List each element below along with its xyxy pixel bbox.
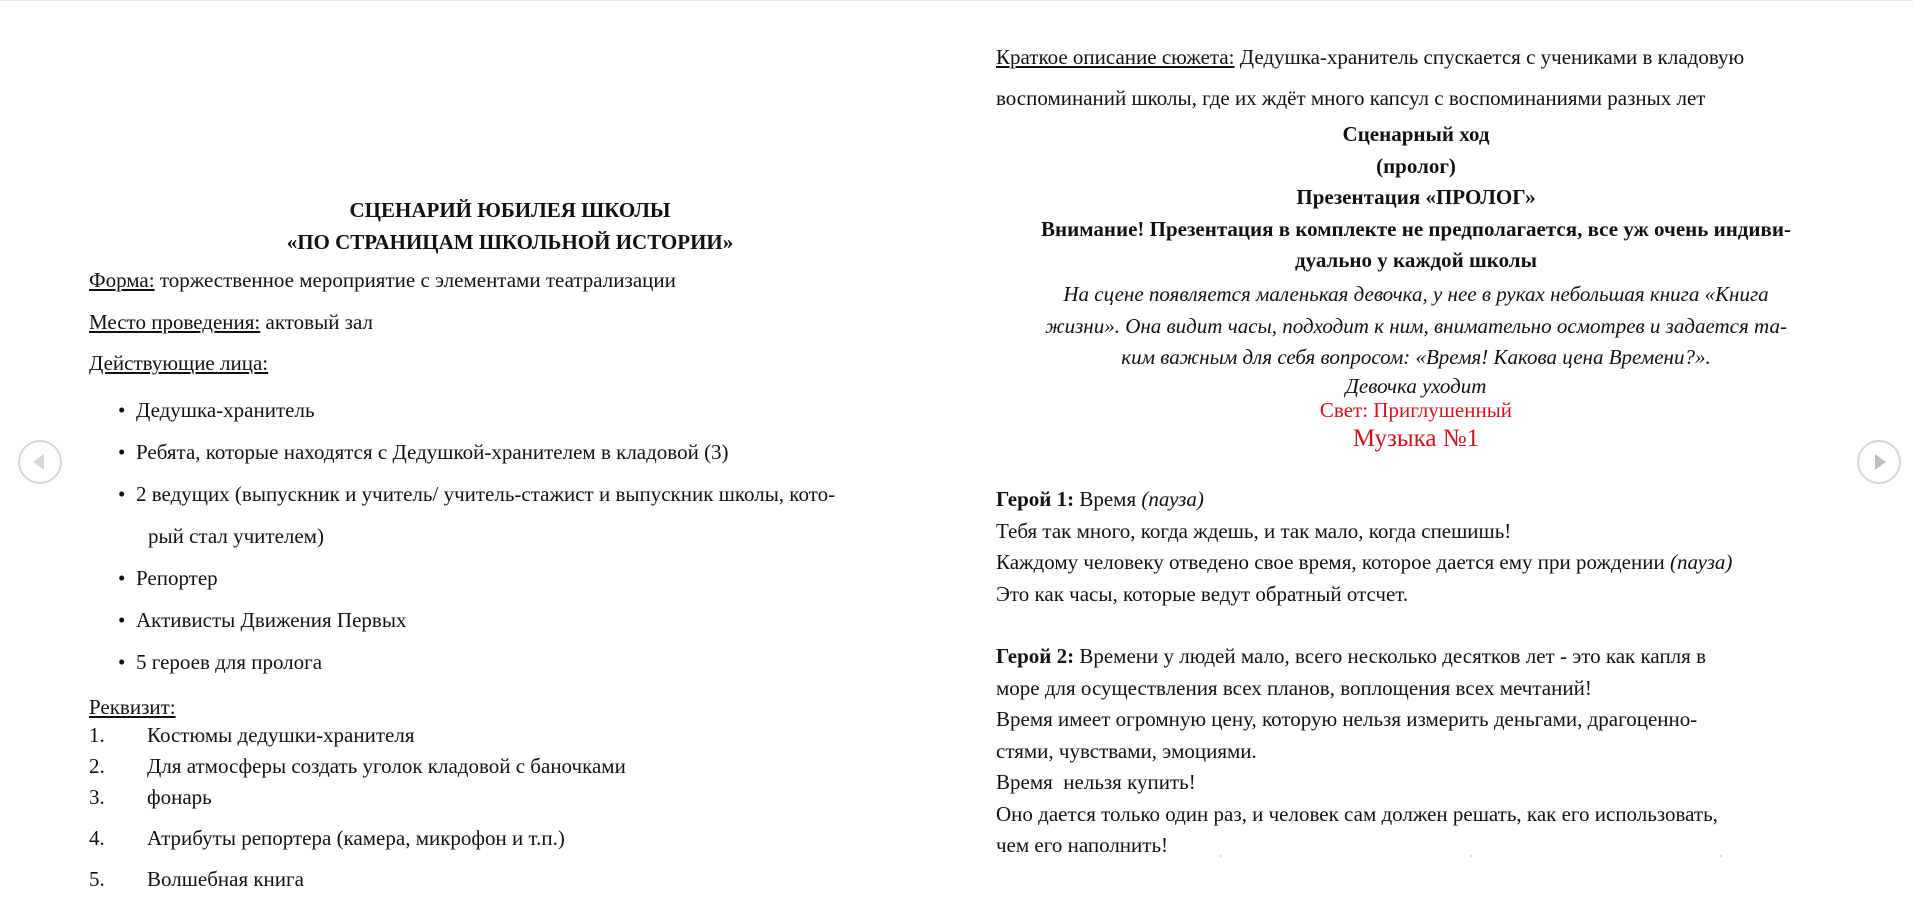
list-item [118, 431, 938, 473]
music-cue: Музыка №1 [1352, 425, 1480, 452]
stage-line-4: Девочка уходит [1345, 373, 1487, 398]
props-list [89, 723, 909, 892]
list-item [89, 754, 909, 779]
bullet: • [118, 650, 126, 674]
document-title [90, 194, 930, 258]
character-text: 2 ведущих (выпускник и учитель/ учитель-стажист и выпускник школы, кото- [136, 482, 836, 506]
chevron-left-icon [20, 442, 60, 482]
characters-label: Действующие лица: [89, 351, 269, 375]
item-text: Для атмосферы создать уголок кладовой с баночками [147, 754, 626, 778]
list-item [89, 867, 909, 892]
page-edge-marks [1220, 855, 1870, 857]
list-item [118, 557, 938, 599]
hero-2-label: Герой 2: [996, 644, 1075, 668]
hero-1-line-2: Тебя так много, когда ждешь, и так мало, когда спешишь! [996, 518, 1512, 543]
hero-2-line-5: Время нельзя купить! [996, 770, 1196, 794]
form-label: Форма: [89, 268, 155, 292]
character-text-continued: рый стал учителем) [148, 524, 324, 548]
character-text: Репортер [136, 566, 218, 590]
characters-field [89, 351, 268, 376]
item-text: Костюмы дедушки-хранителя [147, 723, 415, 747]
hero-2-line-2: море для осуществления всех планов, воплощения всех мечтаний! [996, 675, 1592, 700]
synopsis-line-1 [996, 37, 1836, 78]
venue-field [89, 310, 373, 335]
character-text: Дедушка-хранитель [136, 398, 315, 422]
hero-1-line-3 [996, 547, 1841, 579]
item-text: Атрибуты репортера (камера, микрофон и т.п.) [147, 826, 565, 850]
scenario-headings [996, 119, 1836, 277]
venue-label: Место проведения: [89, 310, 261, 334]
hero-2-line-3: Время имеет огромную цену, которую нельзя измерить деньгами, драгоценно- [996, 707, 1698, 731]
synopsis [996, 37, 1836, 119]
hero-2-speech [996, 641, 1841, 862]
list-item [118, 599, 938, 641]
hero-2-line-1 [996, 641, 1841, 673]
character-text: Ребята, которые находятся с Дедушкой-хранителем в кладовой (3) [136, 440, 729, 464]
hero-1-text: Время [1074, 487, 1142, 511]
hero-2-line-4: стями, чувствами, эмоциями. [996, 738, 1257, 763]
list-item [89, 785, 909, 810]
pause-note: (пауза) [1141, 487, 1204, 511]
props-field [89, 695, 176, 720]
scenario-heading: Сценарный ход [1342, 122, 1490, 146]
page-left [0, 1, 960, 913]
previous-page-button[interactable] [18, 440, 62, 484]
bullet: • [118, 566, 126, 590]
list-item [118, 641, 938, 683]
prologue-heading: (пролог) [1376, 153, 1456, 178]
warning-line-1: Внимание! Презентация в комплекте не предполагается, все уж очень индиви- [1041, 216, 1791, 241]
presentation-heading: Презентация «ПРОЛОГ» [1296, 185, 1536, 209]
characters-list [118, 389, 938, 683]
hero-1-speech [996, 484, 1841, 610]
character-text: Активисты Движения Первых [136, 608, 407, 632]
hero-1-line-1 [996, 484, 1841, 516]
warning-line-2: дуально у каждой школы [1295, 248, 1537, 272]
stage-line-1: На сцене появляется маленькая девочка, у нее в руках небольшая книга «Книга [1063, 282, 1769, 306]
item-number: 1. [89, 723, 105, 747]
bullet: • [118, 482, 126, 506]
light-cue: Свет: Приглушенный [1319, 398, 1513, 422]
item-number: 5. [89, 867, 105, 891]
title-line-1: СЦЕНАРИЙ ЮБИЛЕЯ ШКОЛЫ [349, 198, 671, 222]
hero-1-text: Каждому человеку отведено свое время, которое дается ему при рождении [996, 550, 1670, 574]
item-number: 2. [89, 754, 105, 778]
next-page-button[interactable] [1857, 440, 1901, 484]
stage-line-3: ким важным для себя вопросом: «Время! Какова цена Времени?». [1121, 345, 1711, 369]
synopsis-label: Краткое описание сюжета: [996, 45, 1235, 69]
bullet: • [118, 608, 126, 632]
hero-1-line-4: Это как часы, которые ведут обратный отсчет. [996, 581, 1409, 606]
character-text: 5 героев для пролога [136, 650, 323, 674]
pause-note: (пауза) [1669, 550, 1733, 574]
synopsis-text: Дедушка-хранитель спускается с учениками в кладовую [1234, 45, 1745, 69]
form-field [89, 268, 676, 293]
hero-2-line-6: Оно дается только один раз, и человек сам должен решать, как его использовать, [996, 801, 1718, 826]
bullet: • [118, 398, 126, 422]
list-item [118, 389, 938, 431]
stage-line-2: жизни». Она видит часы, подходит к ним, внимательно осмотрев и задается та- [1045, 313, 1787, 338]
item-number: 3. [89, 785, 105, 809]
props-label: Реквизит: [89, 695, 176, 719]
stage-direction [996, 279, 1836, 398]
chevron-right-icon [1859, 442, 1899, 482]
hero-1-label: Герой 1: [996, 487, 1075, 511]
item-text: фонарь [147, 785, 212, 809]
list-item [89, 723, 909, 748]
title-line-2: «ПО СТРАНИЦАМ ШКОЛЬНОЙ ИСТОРИИ» [286, 230, 734, 254]
hero-2-text: Времени у людей мало, всего несколько десятков лет - это как капля в [1074, 644, 1706, 668]
venue-value: актовый зал [260, 310, 373, 334]
list-item [118, 473, 938, 557]
hero-2-line-7: чем его наполнить! [996, 833, 1169, 857]
item-number: 4. [89, 826, 105, 850]
item-text: Волшебная книга [147, 867, 304, 891]
list-item [89, 826, 909, 851]
synopsis-line-2: воспоминаний школы, где их ждёт много капсул с воспоминаниями разных лет [996, 86, 1706, 110]
bullet: • [118, 440, 126, 464]
form-value: торжественное мероприятие с элементами театрализации [154, 268, 676, 292]
